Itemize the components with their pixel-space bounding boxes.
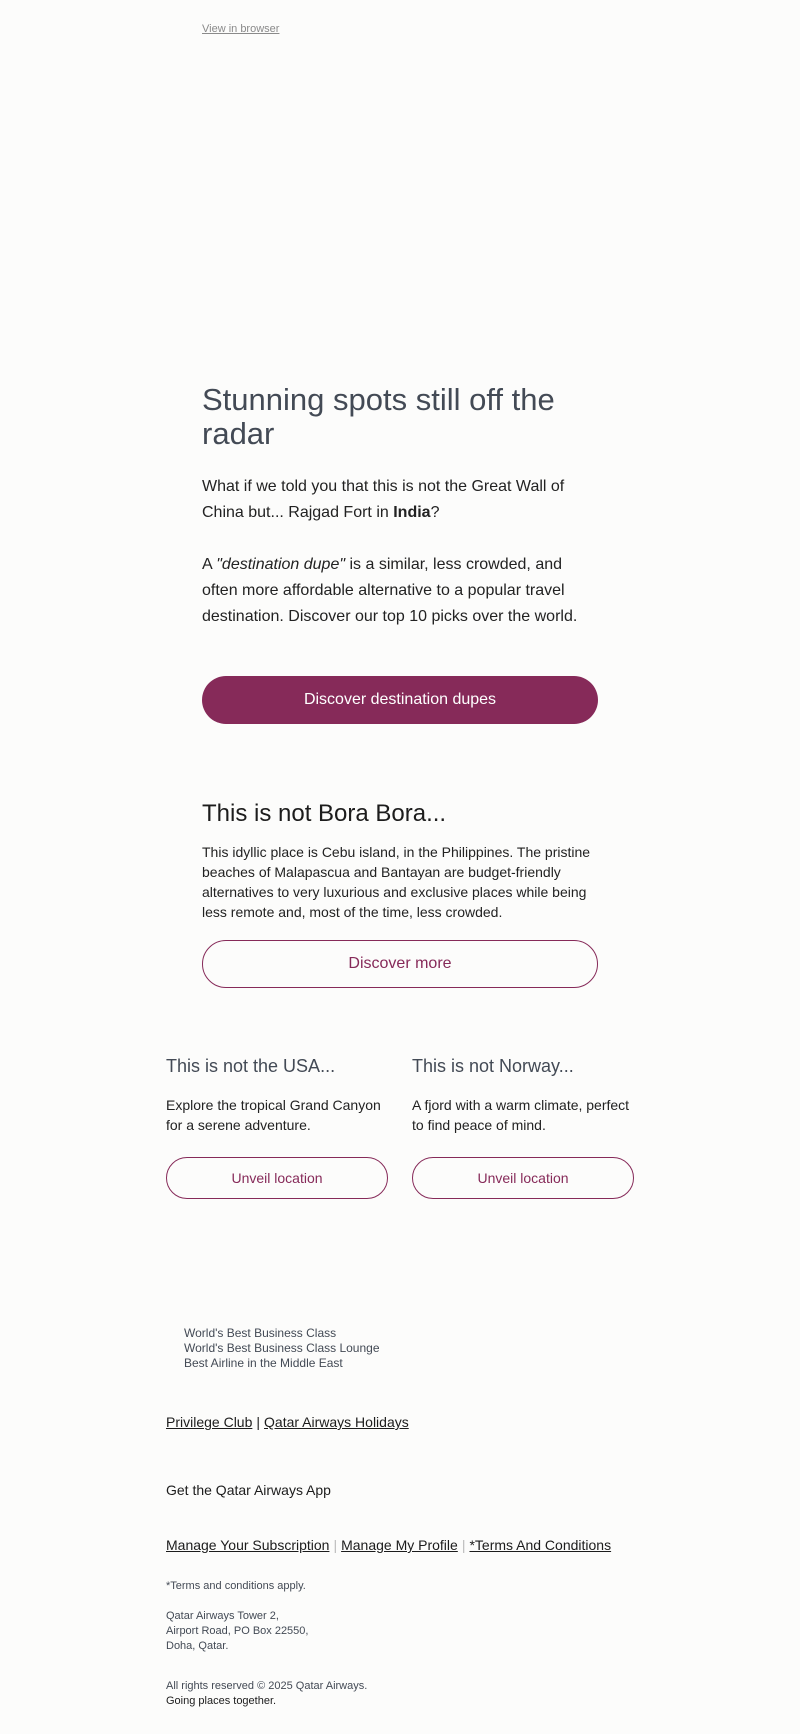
column-text: A fjord with a warm climate, perfect to find peace of mind. [412,1097,630,1133]
hero-intro-end: ? [430,504,440,521]
manage-profile-link[interactable]: Manage My Profile [341,1537,458,1553]
hero-description-end: is a similar, less crowded, and often more affordable alternative to a popular travel destination. Discover our top 10 picks over the world. [202,556,578,625]
hero-description [202,552,592,630]
link-separator: | [333,1537,338,1553]
awards-list [184,1326,380,1371]
hero-intro-text: What if we told you that this is not the Great Wall of China but... Rajgad Fort in [202,478,565,521]
bora-text: This idyllic place is Cebu island, in the Philippines. The pristine beaches of Malapascua and Bantayan are budget-friendly alternatives to very luxurious and exclusive places while being less remote and, most of the time, less crowded. [202,844,591,920]
award-item: World's Best Business Class [184,1326,337,1340]
manage-subscription-link[interactable]: Manage Your Subscription [166,1537,330,1553]
tagline: Going places together. [166,1695,277,1707]
hero-description-start: A [202,556,217,573]
app-download-text: Get the Qatar Airways App [166,1482,331,1498]
discover-dupes-button[interactable]: Discover destination dupes [202,676,598,724]
hero-intro [202,474,582,526]
address-line: Airport Road, PO Box 22550, [166,1625,309,1637]
bora-title: This is not Bora Bora... [202,800,447,827]
link-separator: | [461,1537,466,1553]
address-line: Qatar Airways Tower 2, [166,1610,279,1622]
terms-link[interactable]: *Terms And Conditions [469,1537,612,1553]
column-title: This is not the USA... [166,1056,336,1076]
hero-intro-country: India [393,504,431,521]
award-item: Best Airline in the Middle East [184,1356,343,1370]
view-in-browser-link[interactable]: View in browser [202,23,280,35]
account-links [166,1537,611,1553]
holidays-link[interactable]: Qatar Airways Holidays [264,1414,409,1430]
copyright-text: All rights reserved © 2025 Qatar Airways. [166,1680,368,1692]
terms-note: *Terms and conditions apply. [166,1580,306,1592]
link-separator: | [256,1414,261,1430]
column-usa [166,1056,388,1135]
discover-more-button[interactable]: Discover more [202,940,598,988]
address-line: Doha, Qatar. [166,1640,229,1652]
hero-title: Stunning spots still off the radar [202,382,555,451]
column-norway [412,1056,634,1135]
unveil-location-button[interactable]: Unveil location [412,1157,634,1199]
unveil-location-button[interactable]: Unveil location [166,1157,388,1199]
copyright-block [166,1679,367,1709]
programs-links [166,1414,409,1430]
hero-description-term: "destination dupe" [216,556,346,573]
column-text: Explore the tropical Grand Canyon for a serene adventure. [166,1097,381,1133]
award-item: World's Best Business Class Lounge [184,1341,380,1355]
privilege-club-link[interactable]: Privilege Club [166,1414,253,1430]
company-address [166,1609,308,1654]
column-title: This is not Norway... [412,1056,574,1076]
